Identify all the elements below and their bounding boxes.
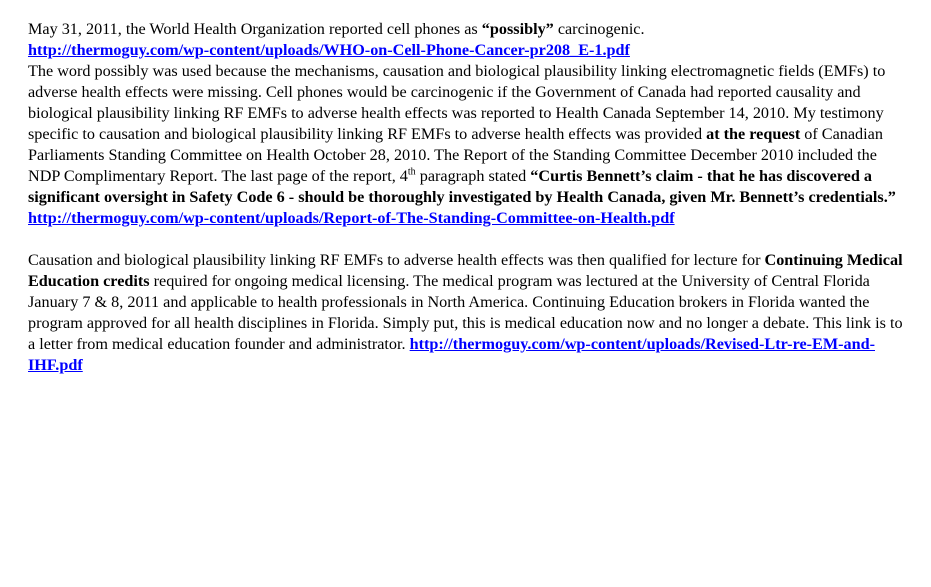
text-segment: Causation and biological plausibility linking RF EMFs to adverse health effects was then qualified for lecture for — [28, 251, 765, 269]
bold-at-the-request: at the request — [706, 125, 801, 143]
paragraph-who-report — [28, 19, 908, 229]
link-revised-letter-pdf[interactable]: http://thermoguy.com/wp-content/uploads/Revised-Ltr-re-EM-and-IHF.pdf — [28, 335, 875, 374]
link-who-cell-phone-cancer-pdf[interactable]: http://thermoguy.com/wp-content/uploads/WHO-on-Cell-Phone-Cancer-pr208_E-1.pdf — [28, 41, 630, 59]
text-segment: required for ongoing medical licensing. The medical program was lectured at the University of Central Florida January 7 & 8, 2011 and applicable to health professionals in North America. Continuing Education brokers in Florida wanted the program approved for all health disciplines in Florida. Simply put, this is medical education now and no longer a debate. This link is to a letter from medical education founder and administrator. — [28, 272, 903, 353]
text-segment: of Canadian Parliaments Standing Committee on Health October 28, 2010. The Report of the Standing Committee December 2010 included the NDP Complimentary Report. The last page of the report, 4 — [28, 125, 883, 185]
text-segment: The word possibly was used because the mechanisms, causation and biological plausibility linking electromagnetic fields (EMFs) to adverse health effects were missing. Cell phones would be carcinogenic if the Government of Canada had reported causality and biological plausibility linking RF EMFs to adverse health effects was reported to Health Canada September 14, 2010. My testimony specific to causation and biological plausibility linking RF EMFs to adverse health effects was provided — [28, 62, 886, 143]
document-page — [28, 19, 908, 376]
bold-cme-credits: Continuing Medical Education credits — [28, 251, 903, 290]
text-segment: paragraph stated — [415, 167, 531, 185]
text-segment: May 31, 2011, the World Health Organization reported cell phones as — [28, 20, 482, 38]
text-segment: carcinogenic. — [553, 20, 645, 38]
bold-quote-bennett: “Curtis Bennett’s claim - that he has discovered a significant oversight in Safety Code 6 - should be thoroughly investigated by Health Canada, given Mr. Bennett’s credentials.” — [28, 167, 896, 206]
link-standing-committee-report-pdf[interactable]: http://thermoguy.com/wp-content/uploads/Report-of-The-Standing-Committee-on-Health.pdf — [28, 209, 675, 227]
paragraph-gap — [28, 229, 908, 250]
bold-possibly: “possibly” — [481, 20, 554, 38]
paragraph-cme — [28, 250, 908, 376]
superscript-th: th — [407, 166, 416, 178]
